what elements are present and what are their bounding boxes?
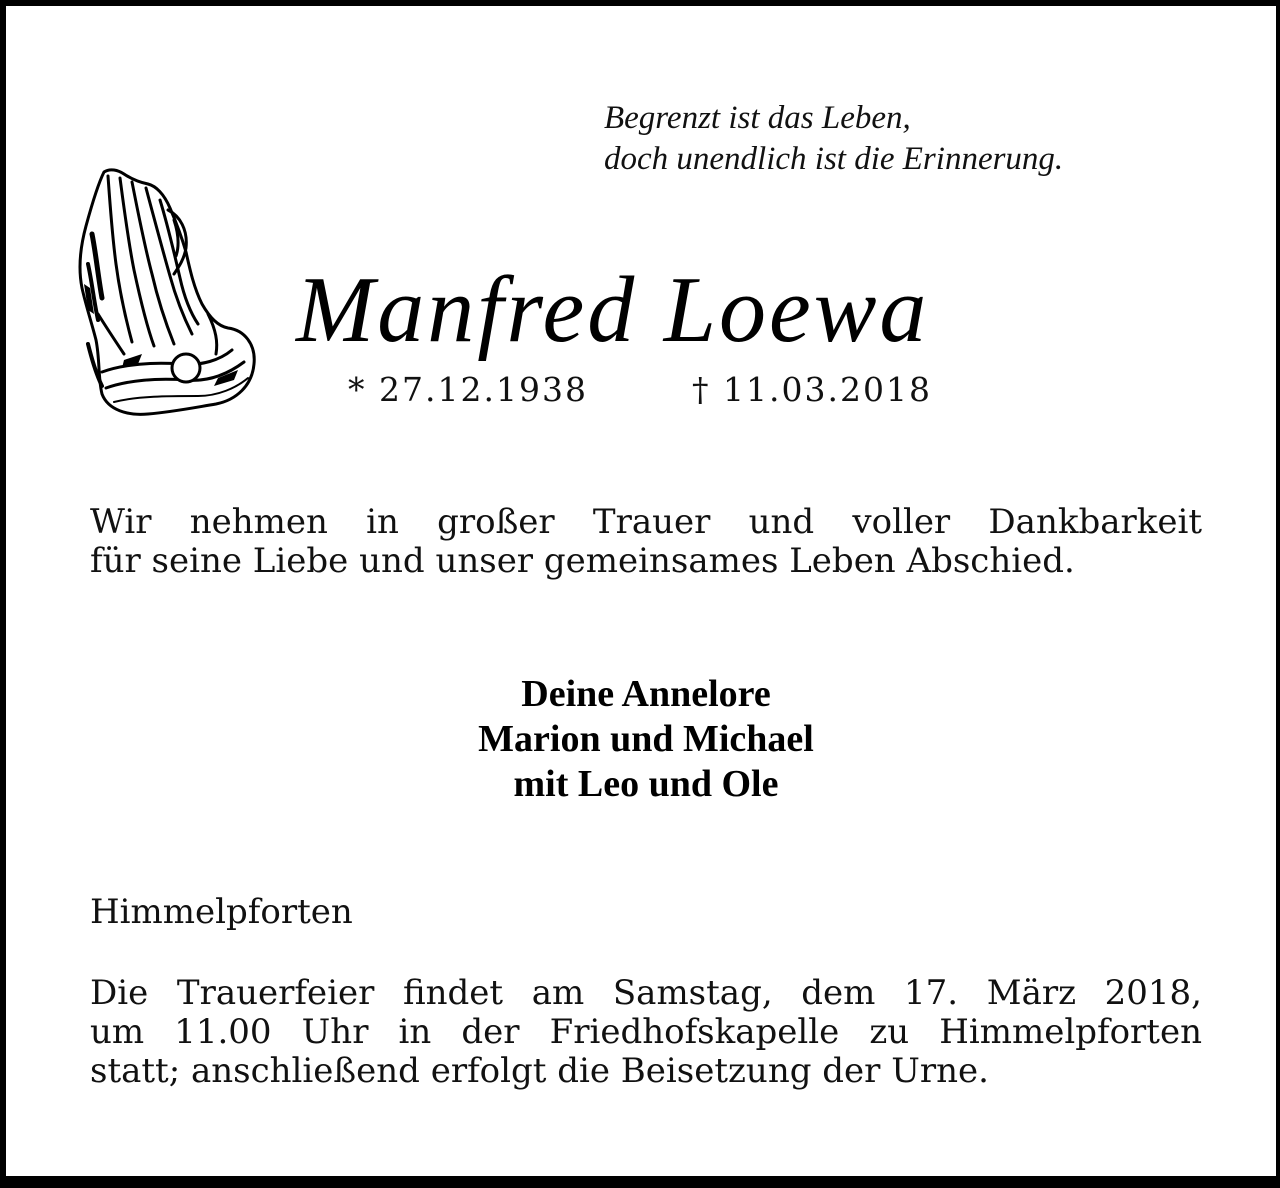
signer-line: Marion und Michael [478, 718, 814, 760]
place-name: Himmelpforten [90, 892, 353, 932]
funeral-line: statt; anschließend erfolgt die Beisetzung der Urne. [90, 1051, 989, 1091]
message-line: Wir nehmen in großer Trauer und voller Dankbarkeit [90, 502, 1202, 542]
deceased-name: Manfred Loewa [296, 258, 930, 362]
mourners-signature [6, 672, 1280, 807]
quote-line-2: doch unendlich ist die Erinnerung. [604, 141, 1064, 177]
praying-hands-icon [68, 164, 258, 420]
birth-date: * 27.12.1938 [348, 370, 588, 409]
signer-line: mit Leo und Ole [513, 763, 779, 805]
funeral-line: Die Trauerfeier findet am Samstag, dem 17. März 2018, [90, 973, 1202, 1013]
death-date: † 11.03.2018 [692, 370, 932, 409]
funeral-details [90, 974, 1202, 1091]
funeral-line: um 11.00 Uhr in der Friedhofskapelle zu Himmelpforten [90, 1012, 1202, 1052]
farewell-message [90, 503, 1202, 581]
signer-line: Deine Annelore [521, 673, 771, 715]
message-line: für seine Liebe und unser gemeinsames Leben Abschied. [90, 541, 1075, 581]
quote-line-1: Begrenzt ist das Leben, [604, 100, 911, 136]
epigraph-quote [604, 98, 1224, 180]
